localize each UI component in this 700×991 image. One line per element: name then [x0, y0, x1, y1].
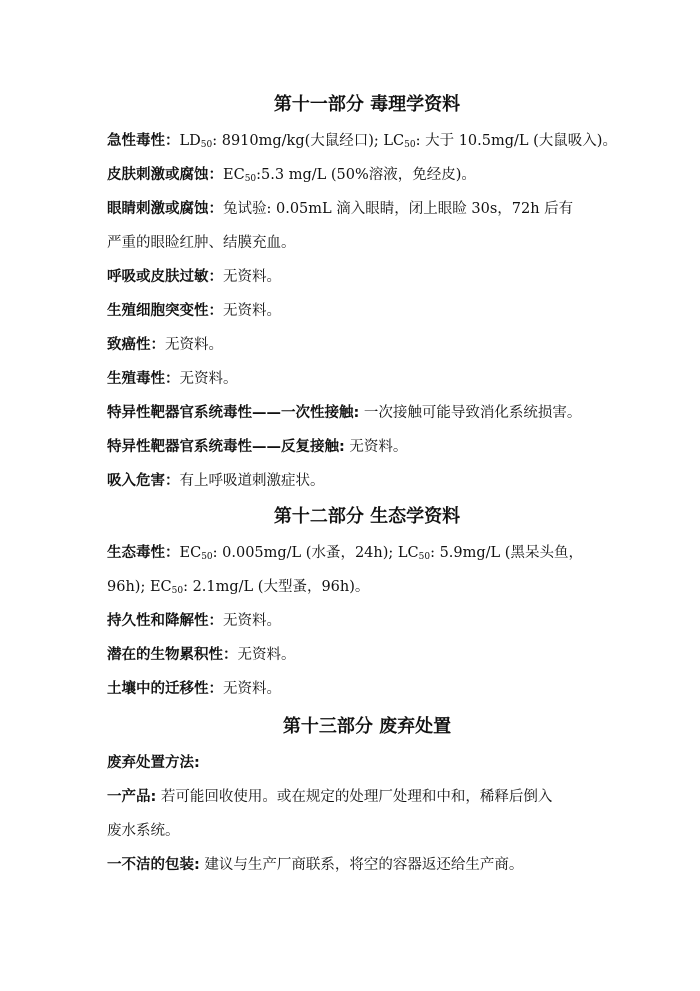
- aspiration-value: 有上呼吸道刺激症状。: [179, 473, 325, 489]
- acute-toxicity-label: 急性毒性: [107, 133, 165, 149]
- sensitization-line: [107, 260, 627, 294]
- acute-toxicity-line: [107, 124, 627, 158]
- persistence-value: 无资料。: [223, 613, 281, 629]
- eye-irritation-value-2: 严重的眼睑红肿、结膜充血。: [107, 235, 296, 251]
- carcinogenicity-label: 致癌性: [107, 337, 151, 353]
- reproductive-value: 无资料。: [179, 371, 238, 387]
- eye-irritation-label: 眼睛刺激或腐蚀: [107, 201, 209, 217]
- stot-single-colon: :: [353, 405, 360, 421]
- reproductive-line: [107, 362, 627, 396]
- eco-lc-subscript: 50: [418, 552, 431, 562]
- soil-mobility-line: [107, 672, 627, 706]
- persistence-line: [107, 604, 627, 638]
- section-13-title: 第十三部分 废弃处置: [282, 716, 452, 737]
- eye-irritation-line: [107, 192, 627, 226]
- ld-text: LD: [179, 133, 201, 149]
- stot-repeated-label: 特异性靶器官系统毒性——反复接触: [107, 439, 339, 455]
- ec2-subscript: 50: [171, 586, 184, 596]
- bioaccumulation-label: 潜在的生物累积性: [107, 647, 223, 663]
- aspiration-label: 吸入危害: [107, 473, 165, 489]
- product-disposal-line: [107, 780, 627, 814]
- ec1-text: EC: [179, 545, 202, 561]
- eco-line2-a: 96h); EC: [107, 579, 172, 595]
- germ-cell-value: 无资料。: [223, 303, 281, 319]
- section-11-title: 第十一部分 毒理学资料: [273, 94, 461, 115]
- germ-cell-label: 生殖细胞突变性: [107, 303, 209, 319]
- package-disposal-value: 建议与生产厂商联系，将空的容器返还给生产商。: [199, 857, 524, 873]
- stot-repeated-value: 无资料。: [344, 439, 408, 455]
- sensitization-label: 呼吸或皮肤过敏: [107, 269, 209, 285]
- package-disposal-label: 一不洁的包装: [107, 857, 194, 873]
- package-disposal-colon: :: [194, 857, 200, 873]
- bioaccumulation-value: 无资料。: [237, 647, 296, 663]
- germ-cell-line: [107, 294, 627, 328]
- soil-mobility-colon: ：: [208, 681, 223, 697]
- ec1-subscript: 50: [201, 552, 213, 562]
- document-content: [107, 92, 627, 882]
- product-disposal-value-2: 废水系统。: [107, 823, 180, 839]
- eco-line2-b: : 2.1mg/L (大型蚤，96h)。: [183, 579, 370, 595]
- product-disposal-colon: :: [150, 789, 157, 805]
- eco-toxicity-label: 生态毒性: [107, 545, 165, 561]
- eye-irritation-value-1: 兔试验: 0.05mL 滴入眼睛，闭上眼睑 30s，72h 后有: [223, 201, 574, 217]
- stot-single-line: [107, 396, 627, 430]
- soil-mobility-label: 土壤中的迁移性: [107, 681, 209, 697]
- skin-irritation-colon: ：: [208, 167, 223, 183]
- aspiration-line: [107, 464, 627, 498]
- aspiration-colon: ：: [165, 473, 180, 489]
- eco-toxicity-line: [107, 536, 627, 570]
- skin-irritation-line: [107, 158, 627, 192]
- disposal-method-line: [107, 746, 627, 780]
- lc-subscript: 50: [404, 140, 416, 150]
- eye-irritation-colon: ：: [208, 201, 223, 217]
- eco-toxicity-colon: ：: [165, 545, 180, 561]
- skin-irritation-value: :5.3 mg/L (50%溶液，免经皮)。: [256, 167, 476, 183]
- reproductive-label: 生殖毒性: [107, 371, 165, 387]
- disposal-method-colon: :: [194, 755, 200, 771]
- sensitization-value: 无资料。: [223, 269, 281, 285]
- product-disposal-value-1: 若可能回收使用。或在规定的处理厂处理和中和，稀释后倒入: [156, 789, 553, 805]
- carcinogenicity-line: [107, 328, 627, 362]
- ec1-value: : 0.005mg/L (水蚤，24h); LC: [212, 545, 419, 561]
- product-disposal-continued: [107, 814, 627, 848]
- persistence-label: 持久性和降解性: [107, 613, 209, 629]
- acute-toxicity-colon: ：: [165, 133, 180, 149]
- stot-repeated-colon: :: [339, 439, 345, 455]
- carcinogenicity-value: 无资料。: [165, 337, 223, 353]
- disposal-method-label: 废弃处置方法: [107, 755, 194, 771]
- persistence-colon: ：: [208, 613, 223, 629]
- section-12-title: 第十二部分 生态学资料: [273, 506, 461, 527]
- ld-value: : 8910mg/kg(大鼠经口); LC: [212, 133, 405, 149]
- lc-value: : 大于 10.5mg/L (大鼠吸入)。: [415, 133, 617, 149]
- carcinogenicity-colon: ：: [150, 337, 165, 353]
- eco-lc-value: : 5.9mg/L (黑呆头鱼，: [430, 545, 583, 561]
- bioaccumulation-line: [107, 638, 627, 672]
- ec-text: EC: [223, 167, 245, 183]
- stot-single-value: 一次接触可能导致消化系统损害。: [359, 405, 582, 421]
- stot-single-label: 特异性靶器官系统毒性——一次性接触: [107, 405, 354, 421]
- ec-subscript: 50: [244, 174, 257, 184]
- eye-irritation-continued: [107, 226, 627, 260]
- reproductive-colon: ：: [165, 371, 180, 387]
- bioaccumulation-colon: ：: [223, 647, 238, 663]
- eco-toxicity-continued: [107, 570, 627, 604]
- germ-cell-colon: ：: [208, 303, 223, 319]
- product-disposal-label: 一产品: [107, 789, 151, 805]
- package-disposal-line: [107, 848, 627, 882]
- ld-subscript: 50: [200, 140, 213, 150]
- skin-irritation-label: 皮肤刺激或腐蚀: [107, 167, 209, 183]
- soil-mobility-value: 无资料。: [223, 681, 281, 697]
- stot-repeated-line: [107, 430, 627, 464]
- sensitization-colon: ：: [208, 269, 223, 285]
